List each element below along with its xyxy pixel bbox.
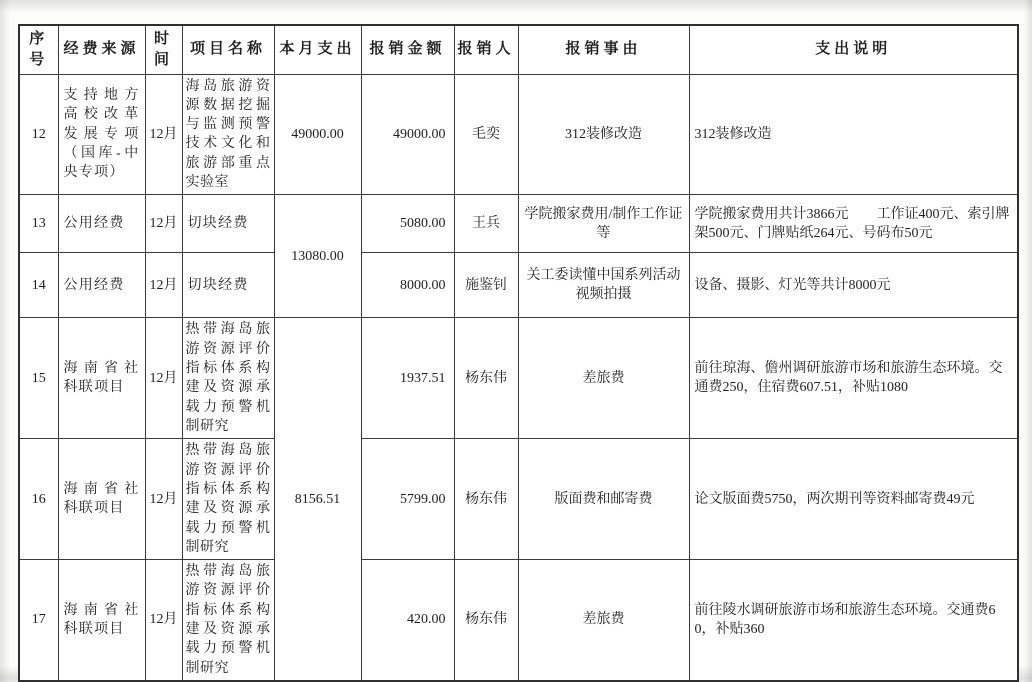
cell-reason: 差旅费 bbox=[518, 318, 689, 439]
cell-month-total: 49000.00 bbox=[274, 74, 361, 195]
cell-amount: 5799.00 bbox=[361, 439, 454, 560]
cell-project: 切块经费 bbox=[182, 195, 274, 253]
cell-note: 论文版面费5750，两次期刊等资料邮寄费49元 bbox=[689, 439, 1018, 560]
header-person: 报销人 bbox=[454, 25, 518, 74]
expense-table bbox=[18, 24, 1019, 682]
cell-month: 12月 bbox=[145, 253, 182, 318]
cell-source: 支持地方高校改革发展专项（国库-中央专项） bbox=[58, 74, 145, 195]
header-row bbox=[19, 25, 1018, 74]
cell-person: 杨东伟 bbox=[454, 439, 518, 560]
cell-source: 海南省社科联项目 bbox=[58, 439, 145, 560]
header-note: 支出说明 bbox=[689, 25, 1018, 74]
cell-month: 12月 bbox=[145, 195, 182, 253]
cell-reason: 差旅费 bbox=[518, 560, 689, 681]
cell-month: 12月 bbox=[145, 560, 182, 681]
cell-month-total-merged: 13080.00 bbox=[274, 195, 361, 318]
cell-project: 热带海岛旅游资源评价指标体系构建及资源承载力预警机制研究 bbox=[182, 560, 274, 681]
cell-project: 海岛旅游资源数据挖掘与监测预警技术文化和旅游部重点实验室 bbox=[182, 74, 274, 195]
table-row bbox=[19, 253, 1018, 318]
table-row bbox=[19, 439, 1018, 560]
cell-no: 12 bbox=[19, 74, 58, 195]
cell-person: 杨东伟 bbox=[454, 560, 518, 681]
cell-person: 王兵 bbox=[454, 195, 518, 253]
cell-project: 切块经费 bbox=[182, 253, 274, 318]
cell-source: 公用经费 bbox=[58, 195, 145, 253]
cell-month: 12月 bbox=[145, 74, 182, 195]
cell-month: 12月 bbox=[145, 318, 182, 439]
cell-reason: 版面费和邮寄费 bbox=[518, 439, 689, 560]
cell-person: 施鉴钊 bbox=[454, 253, 518, 318]
cell-note: 学院搬家费用共计3866元 工作证400元、索引牌架500元、门牌贴纸264元、号码布50元 bbox=[689, 195, 1018, 253]
cell-no: 16 bbox=[19, 439, 58, 560]
cell-reason: 关工委读懂中国系列活动视频拍摄 bbox=[518, 253, 689, 318]
cell-month: 12月 bbox=[145, 439, 182, 560]
cell-no: 15 bbox=[19, 318, 58, 439]
cell-project: 热带海岛旅游资源评价指标体系构建及资源承载力预警机制研究 bbox=[182, 318, 274, 439]
table-row bbox=[19, 74, 1018, 195]
table-row bbox=[19, 560, 1018, 681]
header-month: 时间 bbox=[145, 25, 182, 74]
cell-person: 杨东伟 bbox=[454, 318, 518, 439]
header-reason: 报销事由 bbox=[518, 25, 689, 74]
cell-source: 海南省社科联项目 bbox=[58, 318, 145, 439]
header-month-total: 本月支出 bbox=[274, 25, 361, 74]
cell-source: 海南省社科联项目 bbox=[58, 560, 145, 681]
header-amount: 报销金额 bbox=[361, 25, 454, 74]
cell-note: 设备、摄影、灯光等共计8000元 bbox=[689, 253, 1018, 318]
header-project: 项目名称 bbox=[182, 25, 274, 74]
cell-source: 公用经费 bbox=[58, 253, 145, 318]
cell-note: 前往琼海、儋州调研旅游市场和旅游生态环境。交通费250，住宿费607.51，补贴1080 bbox=[689, 318, 1018, 439]
table-row bbox=[19, 195, 1018, 253]
cell-amount: 8000.00 bbox=[361, 253, 454, 318]
cell-amount: 1937.51 bbox=[361, 318, 454, 439]
cell-amount: 49000.00 bbox=[361, 74, 454, 195]
cell-reason: 312装修改造 bbox=[518, 74, 689, 195]
cell-amount: 5080.00 bbox=[361, 195, 454, 253]
header-source: 经费来源 bbox=[58, 25, 145, 74]
table-row bbox=[19, 318, 1018, 439]
cell-no: 17 bbox=[19, 560, 58, 681]
cell-note: 前往陵水调研旅游市场和旅游生态环境。交通费60，补贴360 bbox=[689, 560, 1018, 681]
cell-project: 热带海岛旅游资源评价指标体系构建及资源承载力预警机制研究 bbox=[182, 439, 274, 560]
cell-amount: 420.00 bbox=[361, 560, 454, 681]
cell-no: 14 bbox=[19, 253, 58, 318]
cell-month-total-merged: 8156.51 bbox=[274, 318, 361, 681]
cell-no: 13 bbox=[19, 195, 58, 253]
cell-note: 312装修改造 bbox=[689, 74, 1018, 195]
cell-reason: 学院搬家费用/制作工作证等 bbox=[518, 195, 689, 253]
header-no: 序号 bbox=[19, 25, 58, 74]
cell-person: 毛奕 bbox=[454, 74, 518, 195]
